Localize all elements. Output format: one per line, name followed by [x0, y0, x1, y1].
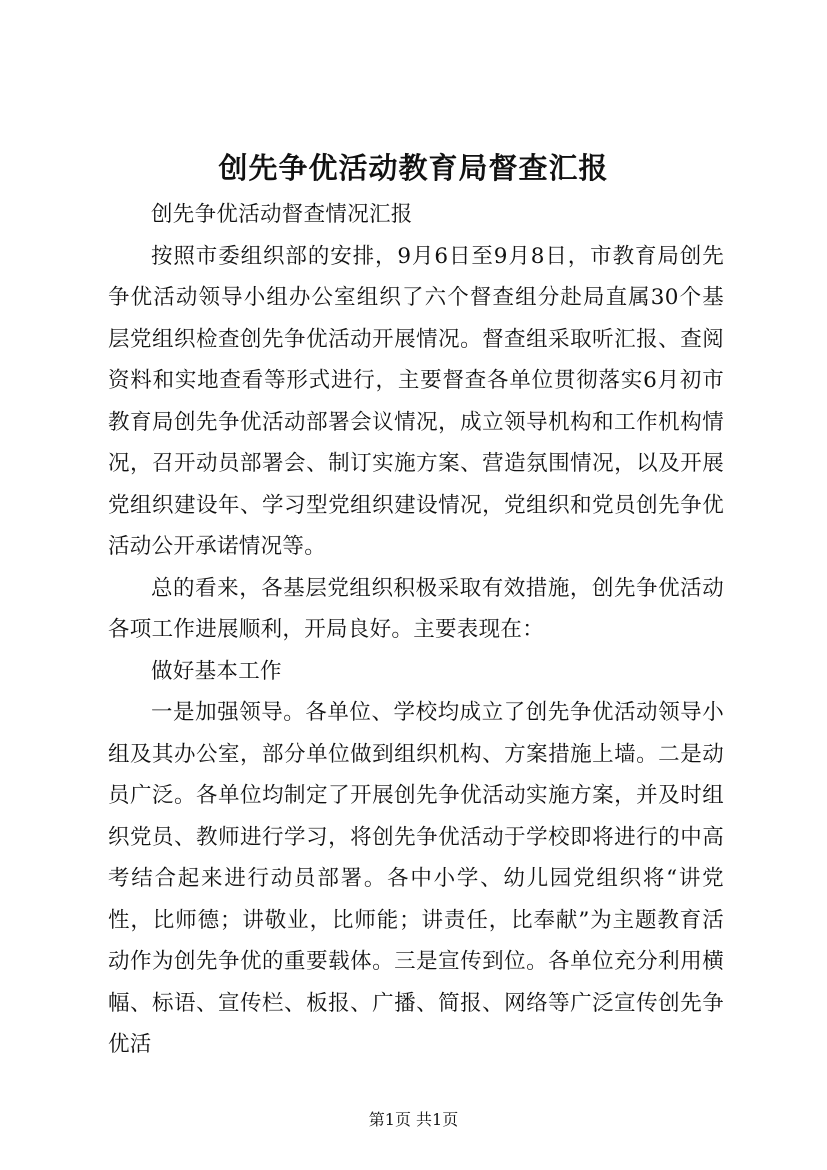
body-paragraph: 按照市委组织部的安排，9月6日至9月8日，市教育局创先争优活动领导小组办公室组织了六个督查组分赴局直属30个基层党组织检查创先争优活动开展情况。督查组采取听汇报、查阅资料和实地查看等形式进行，主要督查各单位贯彻落实6月初市教育局创先争优活动部署会议情况，成立领导机构和工作机构情况，召开动员部署会、制订实施方案、营造氛围情况，以及开展党组织建设年、学习型党组织建设情况，党组织和党员创先争优活动公开承诺情况等。 — [108, 243, 724, 559]
document-title: 创先争优活动教育局督查汇报 — [218, 151, 609, 185]
page-footer: 第1页 共1页 — [368, 1110, 459, 1129]
document-body — [108, 194, 724, 1066]
body-paragraph: 总的看来，各基层党组织积极采取有效措施，创先争优活动各项工作进展顺利，开局良好。主要表现在： — [108, 575, 724, 642]
subtitle-paragraph: 创先争优活动督查情况汇报 — [151, 202, 413, 227]
body-paragraph: 一是加强领导。各单位、学校均成立了创先争优活动领导小组及其办公室，部分单位做到组织机构、方案措施上墙。二是动员广泛。各单位均制定了开展创先争优活动实施方案，并及时组织党员、教师进行学习，将创先争优活动于学校即将进行的中高考结合起来进行动员部署。各中小学、幼儿园党组织将“讲党性，比师德；讲敬业，比师能；讲责任，比奉献”为主题教育活动作为创先争优的重要载体。三是宣传到位。各单位充分利用横幅、标语、宣传栏、板报、广播、简报、网络等广泛宣传创先争优活 — [108, 700, 724, 1057]
section-heading-paragraph: 做好基本工作 — [151, 658, 282, 684]
